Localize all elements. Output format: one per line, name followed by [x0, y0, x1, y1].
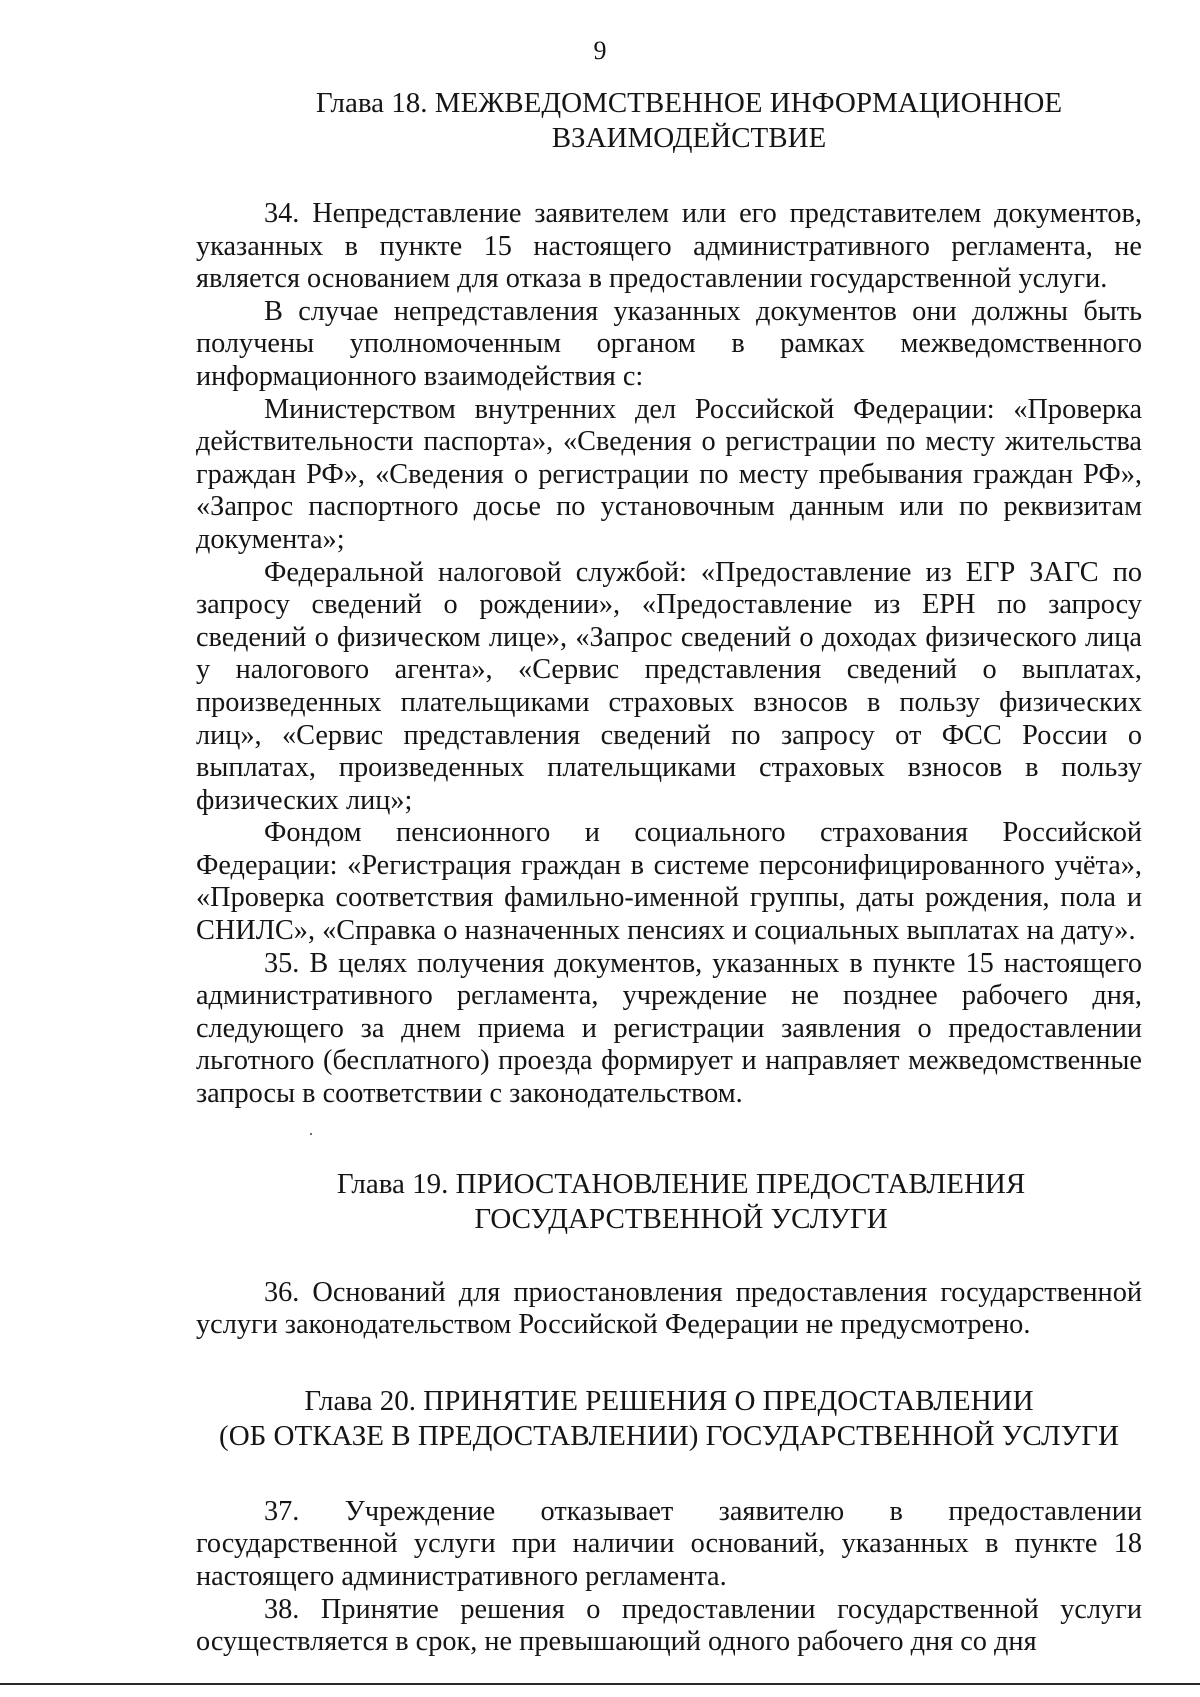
chapter-18-heading	[236, 86, 1142, 156]
paragraph-36: 36. Оснований для приостановления предоставления государственной услуги законодательством Российской Федерации не предусмотрено.	[196, 1276, 1142, 1341]
chapter-18-title-line-2: ВЗАИМОДЕЙСТВИЕ	[551, 122, 827, 154]
page-number: 9	[593, 36, 607, 65]
paragraph-fns: Федеральной налоговой службой: «Предоставление из ЕГР ЗАГС по запросу сведений о рождении», «Предоставление из ЕРН по запросу сведений о физическом лице», «Запрос сведений о доходах физического лица у налогового агента», «Сервис представления сведений о выплатах, произведенных плательщиками страховых взносов в пользу физических лиц», «Сервис представления сведений по запросу от ФСС России о выплатах, произведенных плательщиками страховых взносов в пользу физических лиц»;	[196, 556, 1142, 816]
paragraph-sfr: Фондом пенсионного и социального страхования Российской Федерации: «Регистрация граждан в системе персонифицированного учёта», «Проверка соответствия фамильно-именной группы, даты рождения, пола и СНИЛС», «Справка о назначенных пенсиях и социальных выплатах на дату».	[196, 817, 1142, 947]
scan-speck	[310, 1133, 312, 1135]
paragraph-38: 38. Принятие решения о предоставлении государственной услуги осуществляется в срок, не превышающий одного рабочего дня со дня	[196, 1593, 1142, 1658]
chapter-18-title-line-1: Глава 18. МЕЖВЕДОМСТВЕННОЕ ИНФОРМАЦИОННОЕ	[315, 87, 1063, 119]
paragraph-37: 37. Учреждение отказывает заявителю в предоставлении государственной услуги при наличии оснований, указанных в пункте 18 настоящего административного регламента.	[196, 1495, 1142, 1592]
paragraph-mvd: Министерством внутренних дел Российской Федерации: «Проверка действительности паспорта», «Сведения о регистрации по месту жительства граждан РФ», «Сведения о регистрации по месту пребывания граждан РФ», «Запрос паспортного досье по установочным данным или по реквизитам документа»;	[196, 393, 1142, 555]
chapter-20-heading	[196, 1384, 1142, 1454]
chapter-19-title-line-1: Глава 19. ПРИОСТАНОВЛЕНИЕ ПРЕДОСТАВЛЕНИЯ	[336, 1167, 1026, 1200]
scan-bottom-edge-line	[0, 1683, 1200, 1685]
chapter-19-title-line-2: ГОСУДАРСТВЕННОЙ УСЛУГИ	[474, 1202, 888, 1235]
chapter-19-heading	[220, 1167, 1142, 1237]
chapter-20-title-line-2: (ОБ ОТКАЗЕ В ПРЕДОСТАВЛЕНИИ) ГОСУДАРСТВЕННОЙ УСЛУГИ	[219, 1419, 1119, 1452]
paragraph-35: 35. В целях получения документов, указанных в пункте 15 настоящего административного регламента, учреждение не позднее рабочего дня, следующего за днем приема и регистрации заявления о предоставлении льготного (бесплатного) проезда формирует и направляет межведомственные запросы в соответствии с законодательством.	[196, 947, 1142, 1110]
chapter-20-title-line-1: Глава 20. ПРИНЯТИЕ РЕШЕНИЯ О ПРЕДОСТАВЛЕНИИ	[304, 1384, 1034, 1417]
document-body	[196, 86, 1142, 1659]
paragraph-interagency-intro: В случае непредставления указанных документов они должны быть получены уполномоченным органом в рамках межведомственного информационного взаимодействия с:	[196, 295, 1142, 392]
paragraph-34: 34. Непредставление заявителем или его представителем документов, указанных в пункте 15 настоящего административного регламента, не является основанием для отказа в предоставлении государственной услуги.	[196, 198, 1142, 295]
